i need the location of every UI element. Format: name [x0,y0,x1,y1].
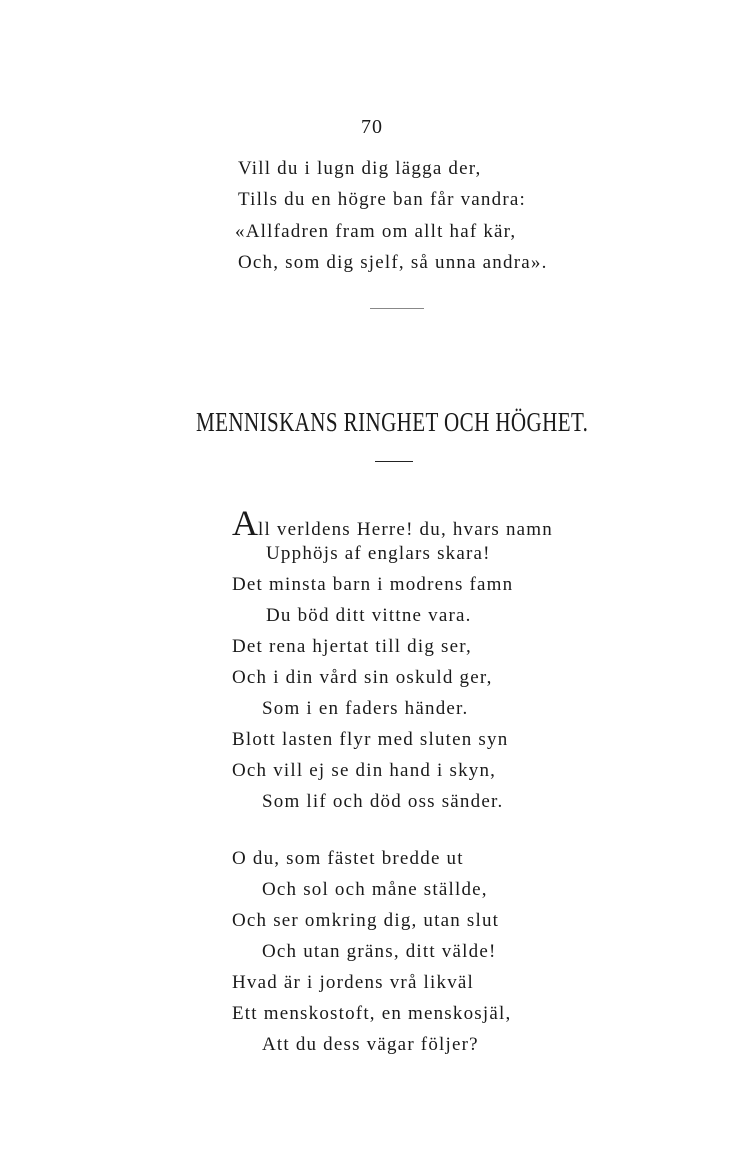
verse-line: O du, som fästet bredde ut [232,848,464,869]
verse-line: Och sol och måne ställde, [262,879,488,900]
verse-line: Upphöjs af englars skara! [266,543,491,564]
verse-line-first [232,503,553,543]
verse-line: Tills du en högre ban får vandra: [238,189,526,210]
drop-cap: A [232,503,258,543]
verse-line: Som lif och död oss sänder. [262,791,504,812]
page-number: 70 [361,116,383,138]
section-separator [370,308,424,309]
verse-line: Ett menskostoft, en menskosjäl, [232,1003,512,1024]
verse-line: «Allfadren fram om allt haf kär, [235,221,517,242]
verse-line: Det minsta barn i modrens famn [232,574,514,595]
verse-line: Blott lasten flyr med sluten syn [232,729,509,750]
verse-line: Och utan gräns, ditt välde! [262,941,497,962]
verse-line: Du böd ditt vittne vara. [266,605,472,626]
verse-line: Hvad är i jordens vrå likväl [232,972,475,993]
verse-line: Att du dess vägar följer? [262,1034,479,1055]
verse-line-rest: ll verldens Herre! du, hvars namn [258,519,553,540]
verse-line: Det rena hjertat till dig ser, [232,636,472,657]
verse-line: Vill du i lugn dig lägga der, [238,158,482,179]
title-rule [375,461,413,462]
verse-line: Och vill ej se din hand i skyn, [232,760,497,781]
verse-line: Och i din vård sin oskuld ger, [232,667,493,688]
verse-line: Som i en faders händer. [262,698,469,719]
poem-title: MENNISKANS RINGHET OCH HÖGHET. [196,407,589,437]
verse-line: Och ser omkring dig, utan slut [232,910,500,931]
verse-line: Och, som dig sjelf, så unna andra». [238,252,548,273]
